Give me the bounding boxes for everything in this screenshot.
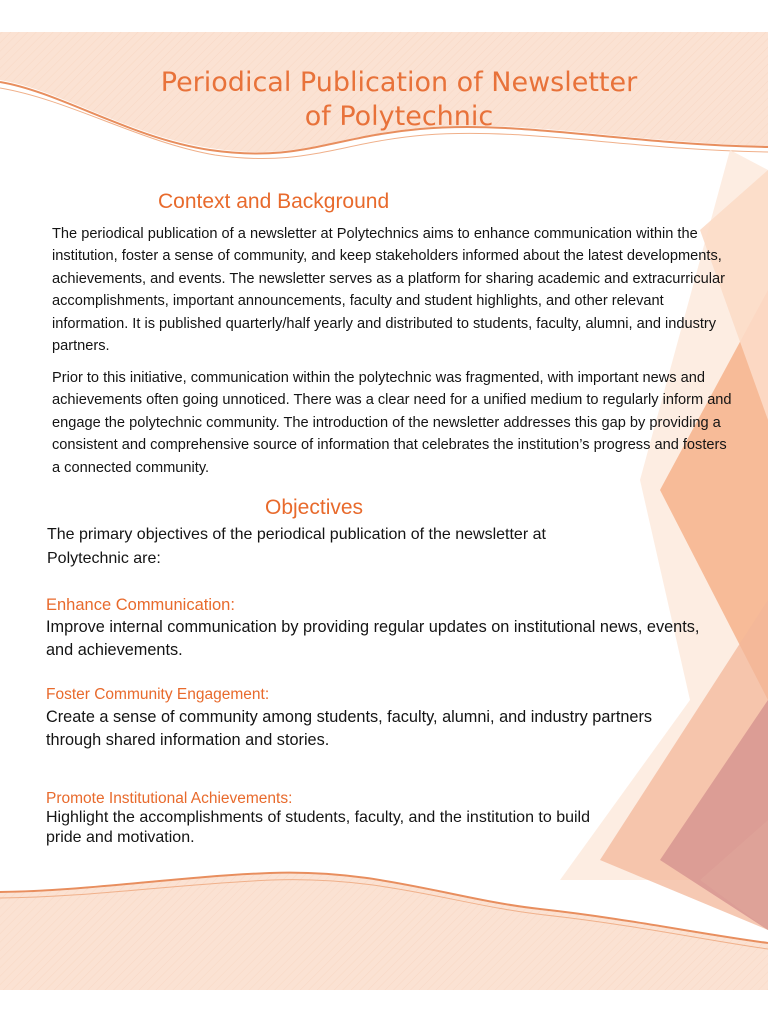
objectives-heading: Objectives	[265, 496, 364, 519]
objective-title-community: Foster Community Engagement:	[46, 686, 270, 703]
title-line-1: Periodical Publication of Newsletter	[160, 67, 638, 98]
objective-description-community: Create a sense of community among students, faculty, alumni, and industry partners through shared information and stories.	[46, 708, 653, 749]
page-title	[0, 66, 768, 134]
objective-description-achievements: Highlight the accomplishments of students, faculty, and the institution to build pride and motivation.	[46, 809, 591, 846]
objective-title-communication: Enhance Communication:	[46, 596, 235, 614]
objective-description-communication: Improve internal communication by providing regular updates on institutional news, events, and achievements.	[46, 618, 700, 659]
objective-title-achievements: Promote Institutional Achievements:	[46, 790, 293, 807]
context-paragraph-1: The periodical publication of a newsletter at Polytechnics aims to enhance communication within the institution, foster a sense of community, and keep stakeholders informed about the latest developments, achievements, and events. The newsletter serves as a platform for sharing academic and extracurricular accomplishments, important announcements, faculty and student highlights, and other relevant information. It is published quarterly/half yearly and distributed to students, faculty, alumni, and industry partners.	[52, 226, 725, 355]
context-heading: Context and Background	[158, 190, 390, 213]
context-paragraph-2: Prior to this initiative, communication within the polytechnic was fragmented, with important news and achievements often going unnoticed. There was a clear need for a unified medium to regularly inform and engage the polytechnic community. The introduction of the newsletter addresses this gap by providing a consistent and comprehensive source of information that celebrates the institution’s progress and fosters a connected community.	[52, 370, 732, 476]
objectives-intro: The primary objectives of the periodical publication of the newsletter at Polytechnic are:	[47, 526, 546, 567]
title-line-2: of Polytechnic	[304, 101, 494, 132]
